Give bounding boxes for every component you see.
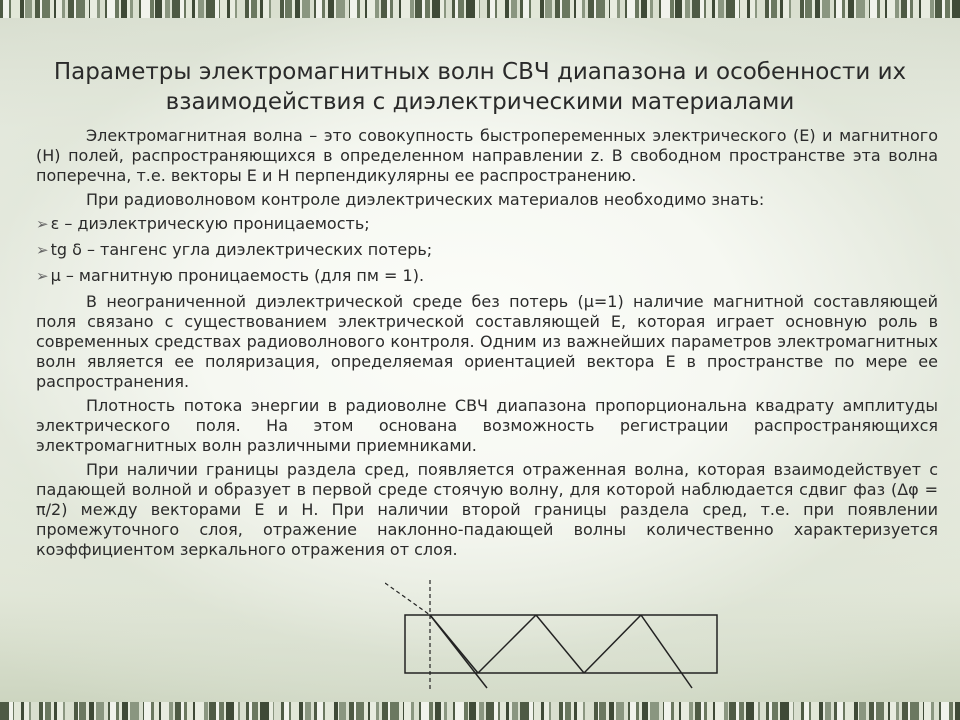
stripe xyxy=(585,702,594,720)
stripe xyxy=(715,702,724,720)
stripe xyxy=(155,0,162,18)
stripe xyxy=(726,0,735,18)
stripe xyxy=(534,702,541,720)
stripe xyxy=(780,702,789,720)
stripe xyxy=(599,702,606,720)
slide-body xyxy=(36,126,938,564)
stripe xyxy=(650,702,659,720)
paragraph-unbounded-medium: В неограниченной диэлектрической среде без потерь (μ=1) наличие магнитной составляющей поля связано с существованием электрической составляющей Е, которая играет основную роль в современных средствах радиоволнового контроля. Одним из важнейших параметров электромагнитных волн является ее поляризация, определяемая ориентацией вектора Е в пространстве по мере ее распространения. xyxy=(36,292,938,391)
bullet-permeability xyxy=(36,266,938,286)
stripe xyxy=(876,702,884,720)
stripe xyxy=(291,702,299,720)
layer-reflection-diagram xyxy=(385,580,735,695)
stripe xyxy=(497,0,505,18)
stripe xyxy=(401,0,410,18)
stripe xyxy=(856,0,865,18)
reflected-ray-2 xyxy=(584,615,641,673)
slide-title-line2: взаимодействия с диэлектрическими материалами xyxy=(165,89,795,115)
bottom-decorative-stripes xyxy=(0,702,960,720)
stripe xyxy=(740,0,747,18)
stripe xyxy=(271,0,280,18)
stripe xyxy=(757,0,765,18)
stripe xyxy=(220,0,227,18)
refracted-ray-1 xyxy=(430,615,478,673)
stripe xyxy=(952,0,960,18)
stripe xyxy=(910,702,919,720)
stripe xyxy=(664,702,671,720)
stripe xyxy=(432,0,440,18)
arrow-right-bullet-icon: ➢ xyxy=(36,241,49,259)
stripe xyxy=(545,0,552,18)
refracted-ray-3 xyxy=(641,615,692,688)
stripe xyxy=(596,0,605,18)
stripe xyxy=(859,702,866,720)
stripe xyxy=(79,702,86,720)
arrow-right-bullet-icon: ➢ xyxy=(36,267,49,285)
paragraph-need-to-know: При радиоволновом контроле диэлектрических материалов необходимо знать: xyxy=(86,190,765,209)
stripe xyxy=(285,0,292,18)
stripe xyxy=(562,0,570,18)
stripe xyxy=(31,702,39,720)
stripe xyxy=(935,0,942,18)
stripe xyxy=(144,702,151,720)
stripe xyxy=(921,0,930,18)
stripe xyxy=(480,0,487,18)
stripe xyxy=(14,702,21,720)
stripe xyxy=(845,702,854,720)
stripe xyxy=(455,702,464,720)
stripe xyxy=(610,0,617,18)
paragraph-boundary-reflection: При наличии границы раздела сред, появляется отраженная волна, которая взаимодействует с падающей волной и образует в первой среде стоячую волну, для которой наблюдается сдвиг фаз (Δφ = π/2) между векторами Е и Н. При наличии второй границы раздела сред, т.е. при появлении промежуточного слоя, отражение наклонно-падающей волны количественно характеризуется коэффициентом зеркального отражения от слоя. xyxy=(36,460,938,559)
stripe xyxy=(681,702,689,720)
stripe xyxy=(76,0,85,18)
bullet-loss-tangent xyxy=(36,240,938,260)
stripe xyxy=(870,0,877,18)
stripe xyxy=(274,702,281,720)
stripe xyxy=(96,702,104,720)
stripe xyxy=(42,0,50,18)
stripe xyxy=(130,702,139,720)
paragraph-energy-flux: Плотность потока энергии в радиоволне СВЧ диапазона пропорциональна квадрату амплитуды электрического поля. На этом основана возможность регистрации распространяющихся электромагнитных волн различными приемниками. xyxy=(36,396,938,455)
stripe xyxy=(466,0,475,18)
stripe xyxy=(729,702,736,720)
stripe xyxy=(90,0,97,18)
stripe xyxy=(161,702,169,720)
stripe xyxy=(302,0,310,18)
stripe xyxy=(675,0,682,18)
stripe xyxy=(141,0,150,18)
stripe xyxy=(206,0,215,18)
reflected-ray-1 xyxy=(478,615,536,673)
stripe xyxy=(260,702,269,720)
stripe xyxy=(195,702,204,720)
stripe xyxy=(172,0,180,18)
stripe xyxy=(661,0,670,18)
stripe xyxy=(924,702,931,720)
stripe xyxy=(356,702,364,720)
stripe xyxy=(25,0,32,18)
stripe xyxy=(627,0,635,18)
stripe xyxy=(367,0,375,18)
stripe xyxy=(339,702,346,720)
stripe xyxy=(415,0,422,18)
stripe xyxy=(794,702,801,720)
refracted-ray-2 xyxy=(536,615,584,673)
incident-ray-dashed xyxy=(385,583,430,615)
stripe xyxy=(551,702,559,720)
bullet-permittivity xyxy=(36,214,938,234)
stripe xyxy=(469,702,476,720)
stripe xyxy=(616,702,624,720)
stripe xyxy=(531,0,540,18)
stripe xyxy=(65,702,74,720)
top-decorative-stripes xyxy=(0,0,960,18)
bullet-permeability-text: μ – магнитную проницаемость (для пм = 1). xyxy=(50,266,425,285)
stripe xyxy=(421,702,429,720)
stripe xyxy=(692,0,700,18)
stripe xyxy=(350,0,357,18)
bullet-permittivity-text: ε – диэлектрическую проницаемость; xyxy=(50,214,370,233)
stripe xyxy=(209,702,216,720)
slide-title-line1: Параметры электромагнитных волн СВЧ диапазона и особенности их xyxy=(53,59,907,85)
stripe xyxy=(887,0,895,18)
bullet-loss-tangent-text: tg δ – тангенс угла диэлектрических потерь; xyxy=(50,240,433,259)
stripe xyxy=(822,0,830,18)
stripe xyxy=(746,702,754,720)
stripe xyxy=(404,702,411,720)
stripe xyxy=(805,0,812,18)
stripe xyxy=(325,702,334,720)
stripe xyxy=(390,702,399,720)
stripe xyxy=(107,0,115,18)
stripe xyxy=(226,702,234,720)
stripe xyxy=(791,0,800,18)
stripe xyxy=(941,702,949,720)
stripe xyxy=(11,0,20,18)
stripe xyxy=(486,702,494,720)
stripe xyxy=(811,702,819,720)
arrow-right-bullet-icon: ➢ xyxy=(36,215,49,233)
stripe xyxy=(955,702,960,720)
paragraph-em-wave: Электромагнитная волна – это совокупность быстропеременных электрического (E) и магнитного (H) полей, распространяющихся в определенном направлении z. В свободном пространстве эта волна поперечна, т.е. векторы Е и Н перпендикулярны ее распространению. xyxy=(36,126,938,185)
stripe xyxy=(237,0,245,18)
stripe xyxy=(336,0,345,18)
stripe xyxy=(520,702,529,720)
stripe xyxy=(0,702,9,720)
slide-title xyxy=(30,57,930,117)
